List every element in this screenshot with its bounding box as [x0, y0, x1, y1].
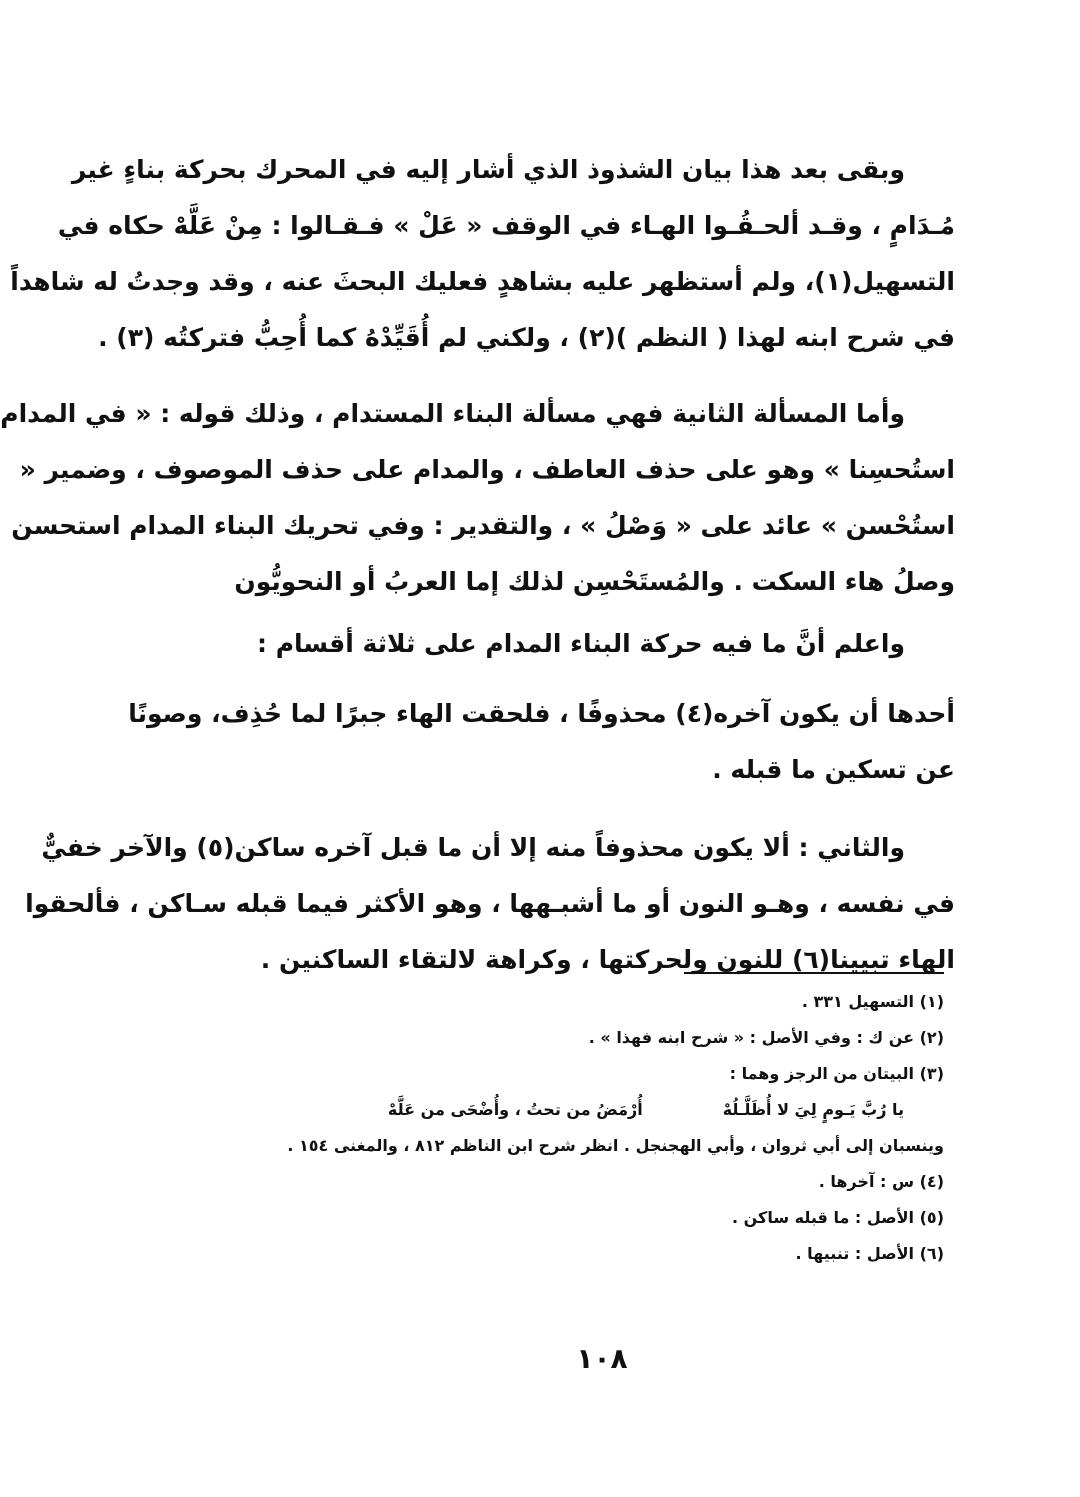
text-line: أحدها أن يكون آخره(٤) محذوفًا ، فلحقت الهاء جبرًا لما حُذِف، وصونًا [128, 699, 955, 728]
text-line: واعلم أنَّ ما فيه حركة البناء المدام على ثلاثة أقسام : [257, 629, 905, 658]
text-line: والثاني : ألا يكون محذوفاً منه إلا أن ما قبل آخره ساكن(٥) والآخر خفيٌّ [41, 833, 905, 862]
text-line: التسهيل(١)، ولم أستظهر عليه بشاهدٍ فعليك البحثَ عنه ، وقد وجدتُ له شاهداً [10, 267, 955, 296]
verse-hemistich-2: أُرْمَضُ من تحتُ ، وأُضْحَى من عَلَّهْ [387, 1100, 643, 1119]
footnote-verse [214, 1092, 944, 1128]
text-line: مُـدَامٍ ، وقـد ألحـقُـوا الهـاء في الوقف « عَلْ » فـقـالوا : مِنْ عَلَّهْ حكاه في [57, 211, 955, 240]
paragraph-4 [128, 686, 955, 798]
footnotes [214, 984, 944, 1272]
text-line: استُحسِنا » وهو على حذف العاطف ، والمدام على حذف الموصوف ، وضمير « [19, 455, 955, 484]
footnote-3: (٣) البيتان من الرجز وهما : [729, 1064, 944, 1083]
text-line: وأما المسألة الثانية فهي مسألة البناء المستدام ، وذلك قوله : « في المدام [0, 399, 905, 428]
text-line: وصلُ هاء السكت . والمُستَحْسِن لذلك إما العربُ أو النحويُّون [234, 567, 955, 596]
footnote-3-note: وينسبان إلى أبي ثروان ، وأبي الهجنجل . انظر شرح ابن الناظم ٨١٢ ، والمغنى ١٥٤ . [287, 1136, 944, 1155]
text-line: الهاء تبيينا(٦) للنون ولحركتها ، وكراهة لالتقاء الساكنين . [260, 945, 955, 974]
paragraph-1 [10, 142, 955, 366]
footnote-5: (٥) الأصل : ما قبله ساكن . [731, 1208, 944, 1227]
paragraph-3 [219, 616, 955, 672]
footnote-divider [684, 972, 944, 974]
text-line: عن تسكين ما قبله . [712, 755, 955, 784]
text-line: في نفسه ، وهـو النون أو ما أشبـهها ، وهو الأكثر فيما قبله سـاكن ، فألحقوا [25, 889, 955, 918]
verse-hemistich-1: يا رُبَّ يَـومٍ لِيَ لا أُظَلَّـلُهْ [722, 1100, 904, 1119]
footnote-6: (٦) الأصل : تنبيها . [795, 1244, 944, 1263]
paragraph-2 [0, 386, 955, 610]
footnote-2: (٢) عن ك : وفي الأصل : « شرح ابنه فهذا » . [588, 1028, 944, 1047]
paragraph-5 [25, 820, 955, 988]
page-number: ١٠٨ [576, 1342, 628, 1375]
text-line: في شرح ابنه لهذا ( النظم )(٢) ، ولكني لم أُقَيِّدْهُ كما أُحِبُّ فتركتُه (٣) . [98, 323, 955, 352]
footnote-4: (٤) س : آخرها . [818, 1172, 944, 1191]
text-line: وبقى بعد هذا بيان الشذوذ الذي أشار إليه في المحرك بحركة بناءٍ غير [71, 155, 905, 184]
text-line: استُحْسن » عائد على « وَصْلُ » ، والتقدير : وفي تحريك البناء المدام استحسن [11, 511, 955, 540]
main-text [0, 142, 955, 988]
footnote-1: (١) التسهيل ٣٣١ . [801, 992, 944, 1011]
